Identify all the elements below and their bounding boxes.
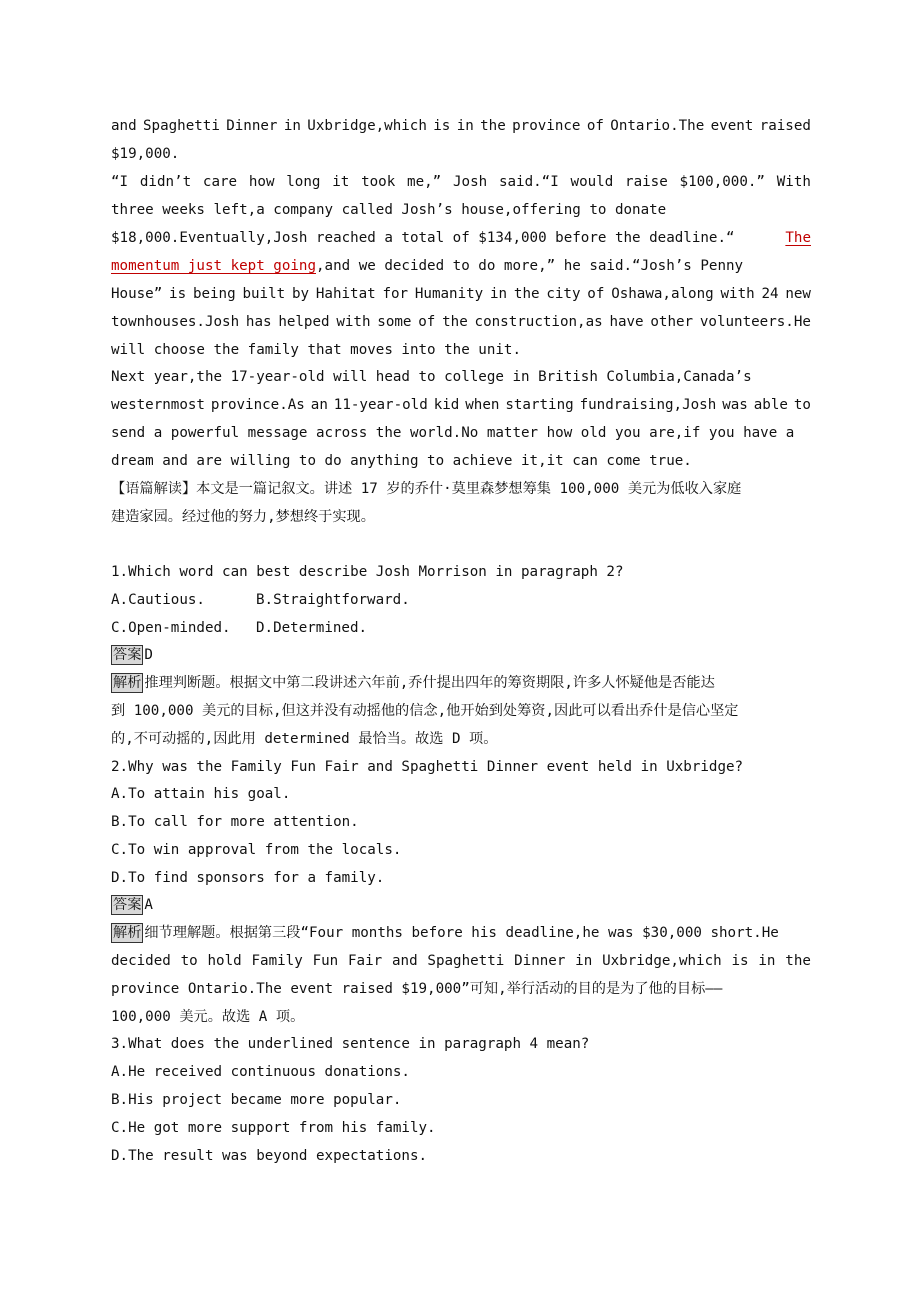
analysis-line: 的,不可动摇的,因此用 determined 最恰当。故选 D 项。 <box>111 731 498 747</box>
analysis-text: 推理判断题。根据文中第二段讲述六年前,乔什提出四年的筹资期限,许多人怀疑他是否能达 <box>144 675 715 691</box>
word: in <box>456 118 474 134</box>
word: construction,as <box>474 314 603 330</box>
word: Hahitat <box>315 286 376 302</box>
option-d: D.To find sponsors for a family. <box>111 870 385 886</box>
question-text: Why was the Family Fun Fair and Spaghetti Dinner event held in Uxbridge? <box>128 759 744 775</box>
answer-row <box>111 895 811 915</box>
options-row <box>111 590 811 610</box>
passage-line <box>111 284 811 304</box>
word: starting <box>505 397 574 413</box>
passage-text: $18,000.Eventually,Josh reached a total of $134,000 before the deadline.“ <box>111 230 735 246</box>
summary-line: 建造家园。经过他的努力,梦想终于实现。 <box>111 509 375 525</box>
analysis-line: 到 100,000 美元的目标,但这并没有动摇他的信念,他开始到处筹资,因此可以看出乔什是信心坚定 <box>111 703 739 719</box>
word: was <box>722 397 748 413</box>
word: to <box>793 397 811 413</box>
passage-line: Next year,the 17-year-old will head to college in British Columbia,Canada’s <box>111 369 752 385</box>
word: city <box>546 286 581 302</box>
word: how <box>248 174 275 190</box>
word: have <box>609 314 644 330</box>
word: in <box>283 118 301 134</box>
question-number: 2. <box>111 759 129 775</box>
word: fundraising,Josh <box>579 397 717 413</box>
word: Ontario.The <box>610 118 705 134</box>
word: raised <box>759 118 811 134</box>
option-c: C.To win approval from the locals. <box>111 842 402 858</box>
word: in <box>490 286 508 302</box>
question-number: 3. <box>111 1036 129 1052</box>
word: would <box>570 174 614 190</box>
word: in <box>758 953 776 969</box>
analysis-row <box>111 673 811 693</box>
word: Family <box>251 953 303 969</box>
passage-line <box>111 395 811 415</box>
word: the <box>785 953 811 969</box>
word: kid <box>433 397 460 413</box>
word: an <box>310 397 328 413</box>
question-2 <box>111 757 811 777</box>
word: province <box>512 118 581 134</box>
options-row <box>111 618 811 638</box>
word: by <box>291 286 310 302</box>
word: the <box>480 118 506 134</box>
word: took <box>361 174 396 190</box>
word: of <box>587 286 605 302</box>
word: westernmost <box>111 397 205 413</box>
word: said.“I <box>498 174 559 190</box>
word: with <box>720 286 755 302</box>
passage-line <box>111 256 811 276</box>
passage-line: $19,000. <box>111 146 180 162</box>
option-c: C.He got more support from his family. <box>111 1120 436 1136</box>
passage-text: ,and we decided to do more,” he said.“Josh’s Penny <box>316 258 744 274</box>
word: 11-year-old <box>333 397 428 413</box>
word: other <box>650 314 694 330</box>
passage-line: will choose the family that moves into the unit. <box>111 342 521 358</box>
word: Fun <box>312 953 339 969</box>
answer-label: 答案 <box>113 647 142 663</box>
word: hold <box>207 953 242 969</box>
question-1 <box>111 562 811 582</box>
option-b: B.His project became more popular. <box>111 1092 402 1108</box>
passage-line: send a powerful message across the world.No matter how old you are,if you have a <box>111 425 795 441</box>
option-a: A.He received continuous donations. <box>111 1064 410 1080</box>
question-number: 1. <box>111 564 129 580</box>
word: able <box>753 397 788 413</box>
word: Dinner <box>514 953 566 969</box>
word: Oshawa,along <box>611 286 714 302</box>
analysis-line <box>111 951 811 971</box>
underlined-sentence: momentum just kept going <box>111 258 316 274</box>
word: “I <box>111 174 129 190</box>
option-c: C.Open-minded. <box>111 620 231 636</box>
word: new <box>785 286 811 302</box>
passage-line <box>111 312 811 332</box>
word: has <box>245 314 272 330</box>
word: being <box>192 286 236 302</box>
summary-line: 【语篇解读】本文是一篇记叙文。讲述 17 岁的乔什·莫里森梦想筹集 100,000 美元为低收入家庭 <box>111 481 742 497</box>
word: Dinner <box>226 118 278 134</box>
word: in <box>575 953 593 969</box>
analysis-text: 细节理解题。根据第三段“Four months before his deadline,he was $30,000 short.He <box>144 925 779 941</box>
word: the <box>442 314 468 330</box>
word: province.As <box>210 397 305 413</box>
option-a: A.Cautious. <box>111 592 205 608</box>
answer-value: A <box>144 897 153 913</box>
word: the <box>513 286 540 302</box>
analysis-row <box>111 923 811 943</box>
word: decided <box>111 953 171 969</box>
passage-line <box>111 116 811 136</box>
analysis-line: 100,000 美元。故选 A 项。 <box>111 1009 305 1025</box>
word: for <box>382 286 409 302</box>
answer-label: 答案 <box>113 897 142 913</box>
question-3 <box>111 1034 811 1054</box>
word: House” <box>111 286 163 302</box>
word: Humanity <box>414 286 484 302</box>
word: is <box>731 953 749 969</box>
passage-line <box>111 228 811 248</box>
word: With <box>776 174 811 190</box>
analysis-label: 解析 <box>113 675 142 691</box>
option-a: A.To attain his goal. <box>111 786 291 802</box>
word: Fair <box>348 953 383 969</box>
passage-line: dream and are willing to do anything to achieve it,it can come true. <box>111 453 692 469</box>
answer-row <box>111 645 811 665</box>
word: 24 <box>761 286 779 302</box>
passage-line: three weeks left,a company called Josh’s house,offering to donate <box>111 202 667 218</box>
word: volunteers.He <box>699 314 811 330</box>
question-text: Which word can best describe Josh Morrison in paragraph 2? <box>128 564 624 580</box>
question-text: What does the underlined sentence in paragraph 4 mean? <box>128 1036 590 1052</box>
answer-value: D <box>144 647 153 663</box>
analysis-line: province Ontario.The event raised $19,000”可知,举行活动的目的是为了他的目标—— <box>111 981 723 997</box>
word: and <box>391 953 418 969</box>
word: and <box>111 118 137 134</box>
word: some <box>377 314 412 330</box>
word: of <box>418 314 436 330</box>
word: me,” <box>407 174 442 190</box>
word: long <box>286 174 321 190</box>
word: raise <box>625 174 668 190</box>
word: built <box>242 286 286 302</box>
word: Spaghetti <box>427 953 505 969</box>
word: of <box>586 118 604 134</box>
word: with <box>336 314 371 330</box>
option-d: D.Determined. <box>256 620 368 636</box>
option-b: B.Straightforward. <box>256 592 410 608</box>
word: Uxbridge,which <box>307 118 427 134</box>
word: care <box>202 174 238 190</box>
option-b: B.To call for more attention. <box>111 814 359 830</box>
word: Uxbridge,which <box>602 953 722 969</box>
word: townhouses.Josh <box>111 314 240 330</box>
passage-line <box>111 172 811 192</box>
word: Spaghetti <box>142 118 220 134</box>
word: it <box>332 174 350 190</box>
word: didn’t <box>139 174 192 190</box>
word: $100,000.” <box>679 174 765 190</box>
analysis-label: 解析 <box>113 925 142 941</box>
word: when <box>465 397 500 413</box>
word: helped <box>278 314 330 330</box>
word: is <box>169 286 187 302</box>
underlined-sentence-start: The <box>785 230 811 246</box>
option-d: D.The result was beyond expectations. <box>111 1148 428 1164</box>
word: Josh <box>453 174 488 190</box>
word: event <box>710 118 754 134</box>
word: to <box>180 953 198 969</box>
word: is <box>433 118 451 134</box>
